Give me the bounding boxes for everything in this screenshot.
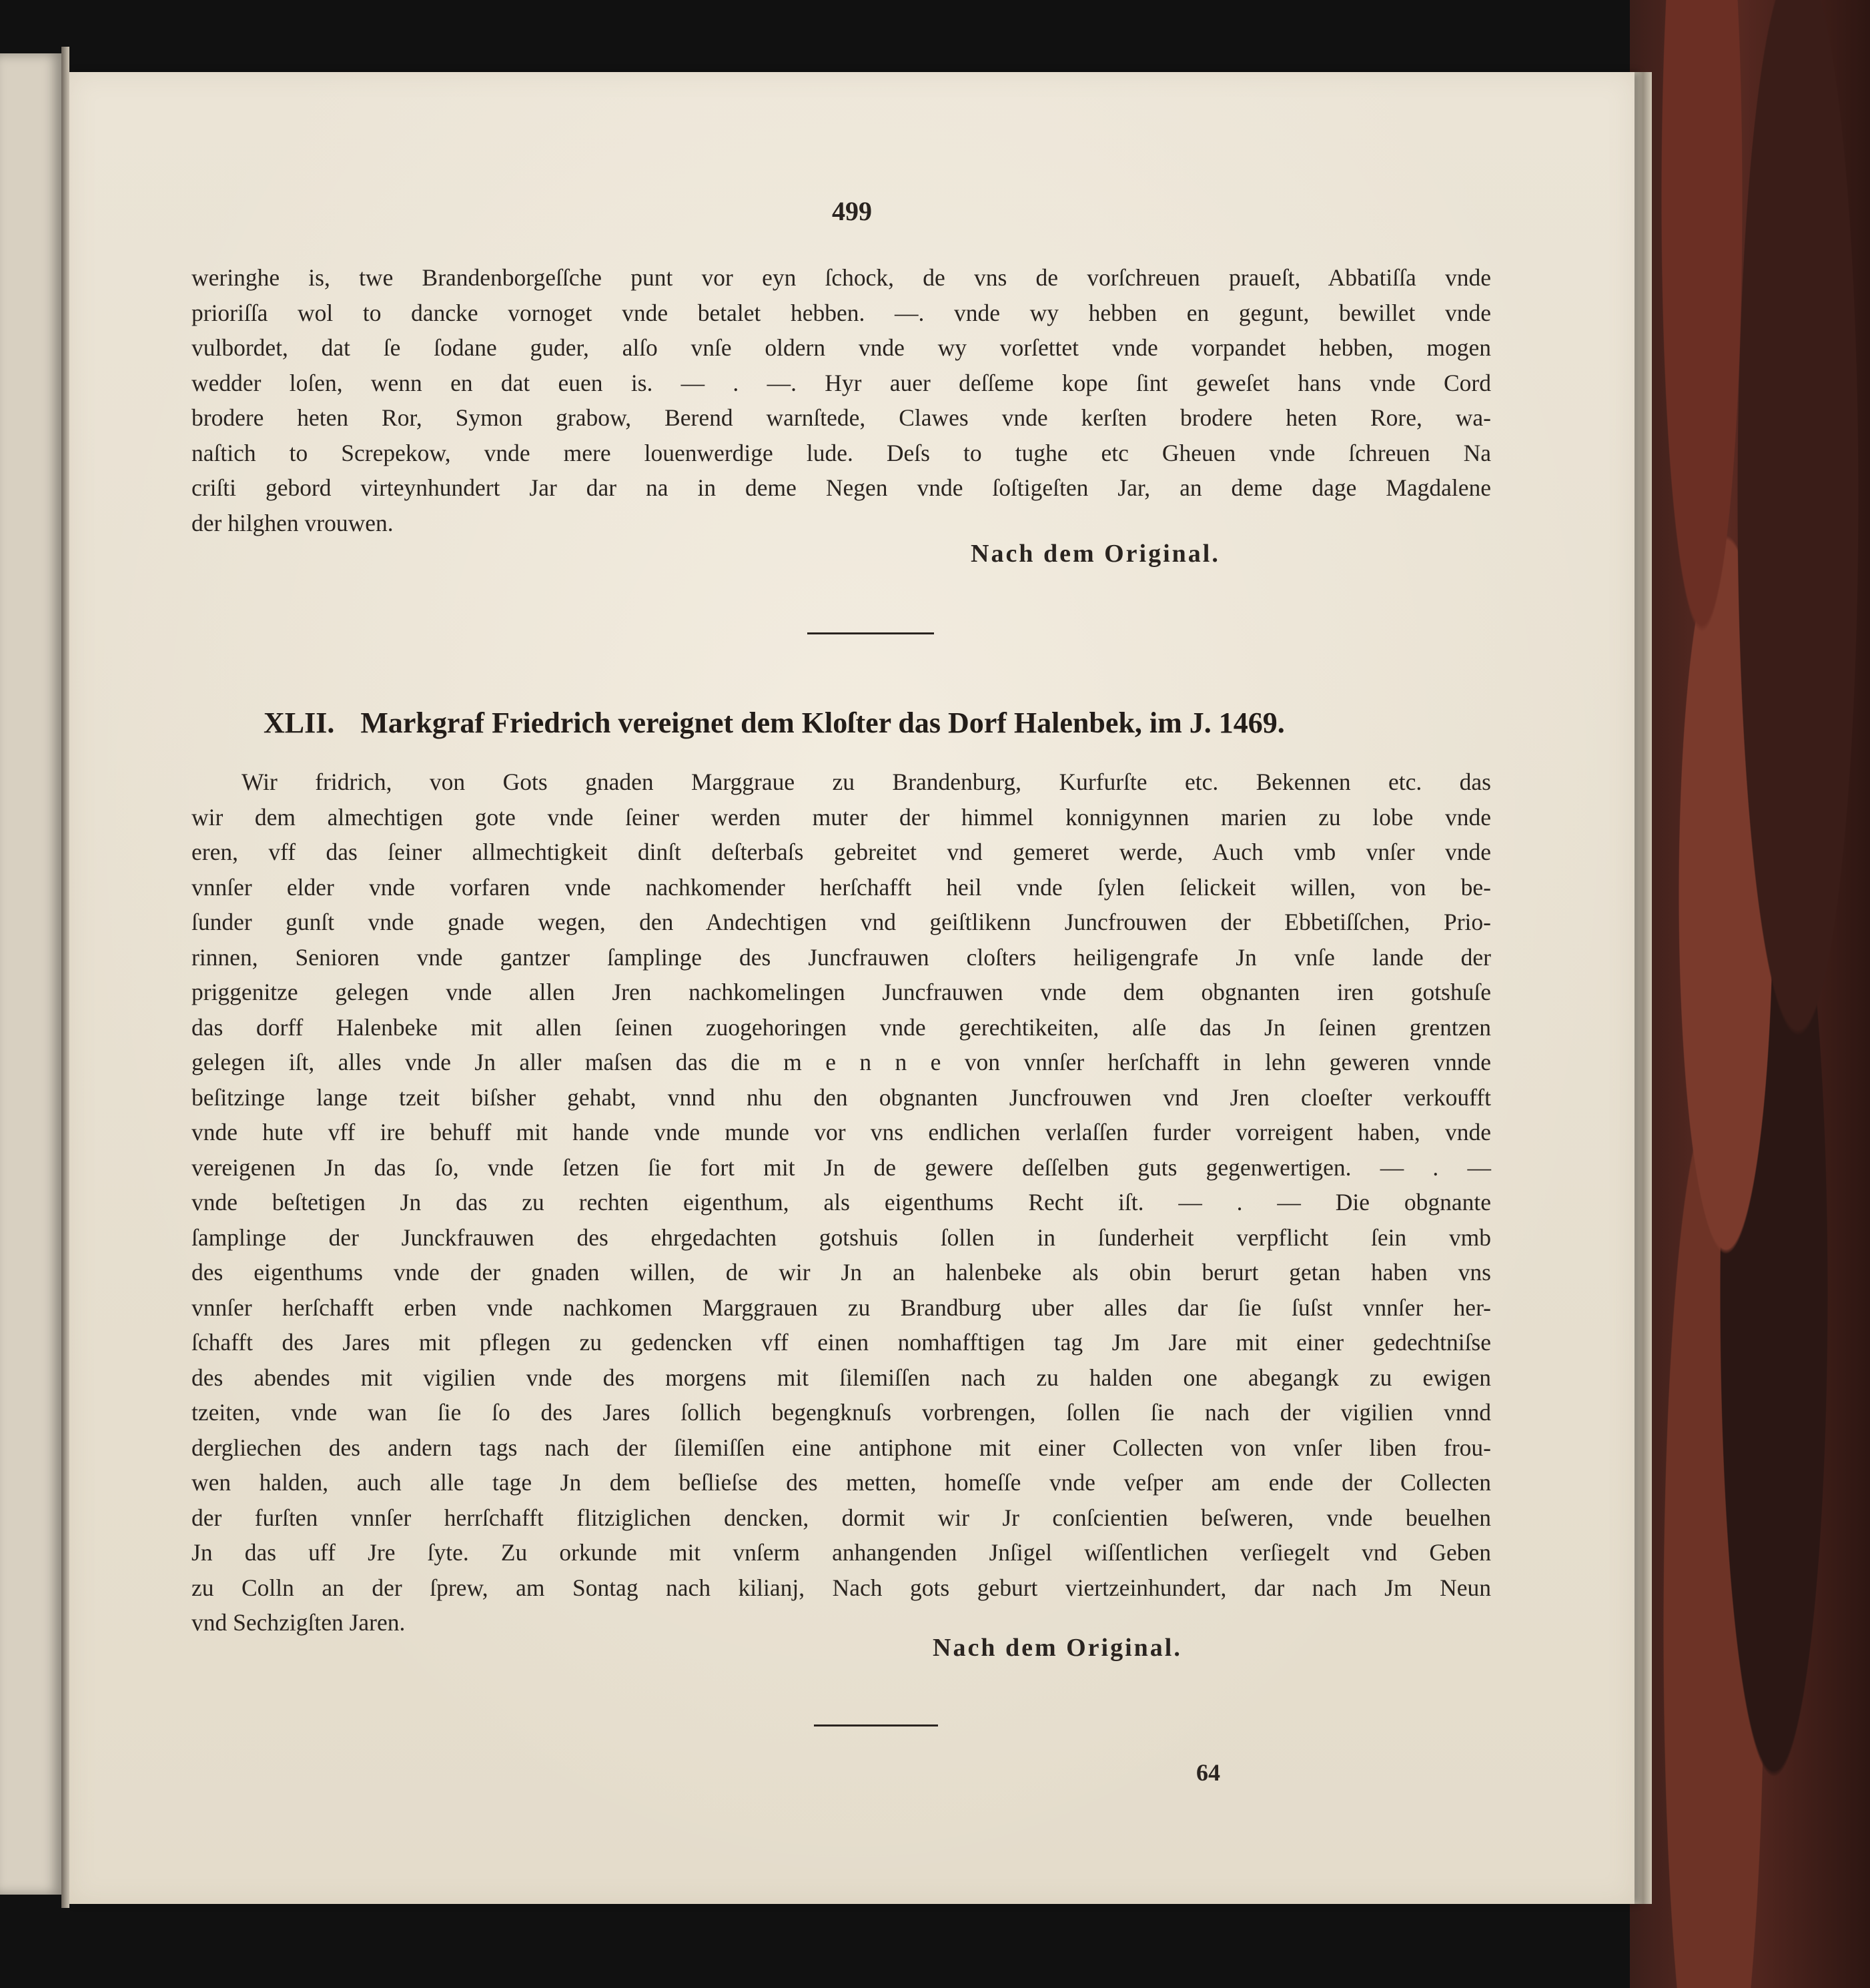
text-line: priggenitze gelegen vnde allen Jren nachkomelingen Juncfrauwen vnde dem obgnanten iren gotshuſe xyxy=(191,979,1491,1005)
text-line: ſamplinge der Junckfrauwen des ehrgedachten gotshuis ſollen in ſunderheit verpflicht ſein vmb xyxy=(191,1223,1491,1251)
main-paragraph xyxy=(191,765,1491,1640)
text-line: der hilghen vrouwen. xyxy=(191,509,394,536)
text-line: vnde beſtetigen Jn das zu rechten eigenthum, als eigenthums Recht iſt. — . — Die obgnante xyxy=(191,1189,1491,1215)
text-line: vnnſer herſchafft erben vnde nachkomen Marggrauen zu Brandburg uber alles dar ſie ſuſst vnnſer her- xyxy=(191,1294,1491,1321)
text-line: des abendes mit vigilien vnde des morgens mit ſilemiſſen nach zu halden one abegangk zu ewigen xyxy=(191,1364,1491,1391)
text-line: rinnen, Senioren vnde gantzer ſamplinge des Juncfrauwen cloſters heiligengrafe Jn vnſe lande der xyxy=(191,943,1491,971)
text-line: criſti gebord virteynhundert Jar dar na in deme Negen vnde ſoſtigeſten Jar, an deme dage Magdalene xyxy=(191,474,1491,501)
text-line: brodere heten Ror, Symon grabow, Berend warnſtede, Clawes vnde kerſten brodere heten Rore, wa- xyxy=(191,404,1491,431)
text-line: das dorff Halenbeke mit allen ſeinen zuogehoringen vnde gerechtikeiten, alſe das Jn ſeinen grentzen xyxy=(191,1013,1491,1041)
text-line: vnnſer elder vnde vorfaren vnde nachkomender herſchafft heil vnde ſylen ſelickeit willen, von be- xyxy=(191,873,1491,901)
text-line: wir dem almechtigen gote vnde ſeiner werden muter der himmel konnigynnen marien zu lobe vnde xyxy=(191,803,1491,831)
text-line: weringhe is, twe Brandenborgeſſche punt vor eyn ſchock, de vns de vorſchreuen praueſt, Abbatiſſa vnde xyxy=(191,264,1491,291)
section-heading xyxy=(264,706,1424,740)
text-line: Jn das uff Jre ſyte. Zu orkunde mit vnſerm anhangenden Jnſigel wiſſentlichen verſiegelt vnd Geben xyxy=(191,1539,1491,1566)
top-paragraph xyxy=(191,260,1491,540)
text-line: eren, vff das ſeiner allmechtigkeit dinſt deſterbaſs gebreitet vnd gemeret werde, Auch vmb vnſer vnde xyxy=(191,839,1491,865)
text-line: Wir fridrich, von Gots gnaden Marggraue zu Brandenburg, Kurfurſte etc. Bekennen etc. das xyxy=(242,769,1491,795)
text-line: vnde hute vff ire behuff mit hande vnde munde vor vns endlichen verlaſſen furder vorreigent haben, vnde xyxy=(191,1119,1491,1145)
section-title: Markgraf Friedrich vereignet dem Kloſter das Dorf Halenbek, im J. 1469. xyxy=(360,706,1285,739)
text-line: beſitzinge lange tzeit biſsher gehabt, vnnd nhu den obgnanten Juncfrouwen vnd Jren cloeſter verkoufft xyxy=(191,1083,1491,1111)
text-line: vnd Sechzigſten Jaren. xyxy=(191,1609,406,1636)
text-line: gelegen iſt, alles vnde Jn aller maſsen das die m e n n e von vnnſer herſchafft in lehn geweren vnnde xyxy=(191,1049,1491,1075)
section-number: XLII. xyxy=(264,706,335,739)
book-gutter xyxy=(61,47,69,1908)
page-number: 499 xyxy=(832,196,872,226)
text-line: ſchafft des Jares mit pflegen zu gedencken vff einen nomhafftigen tag Jm Jare mit einer gedechtniſse xyxy=(191,1329,1491,1356)
text-line: prioriſſa wol to dancke vornoget vnde betalet hebben. —. vnde wy hebben en gegunt, bewillet vnde xyxy=(191,299,1491,326)
text-line: vulbordet, dat ſe ſodane guder, alſo vnſe oldern vnde wy vorſettet vnde vorpandet hebben, mogen xyxy=(191,334,1491,361)
text-line: ſunder gunſt vnde gnade wegen, den Andechtigen vnd geiſtlikenn Juncfrouwen der Ebbetiſſchen, Prio- xyxy=(191,909,1491,935)
text-line: des eigenthums vnde der gnaden willen, de wir Jn an halenbeke als obin berurt getan haben vns xyxy=(191,1259,1491,1286)
text-line: wen halden, auch alle tage Jn dem beſlieſse des metten, homeſſe vnde veſper am ende der Collecten xyxy=(191,1469,1491,1496)
facing-page-edge xyxy=(0,53,61,1895)
text-line: dergliechen des andern tags nach der ſilemiſſen eine antiphone mit einer Collecten von vnſer liben frou- xyxy=(191,1434,1491,1461)
text-line: naſtich to Screpekow, vnde mere louenwerdige lude. Deſs to tughe etc Gheuen vnde ſchreuen Na xyxy=(191,439,1491,466)
text-line: tzeiten, vnde wan ſie ſo des Jares ſollich begengknuſs vorbrengen, ſollen ſie nach der vigilien vnnd xyxy=(191,1399,1491,1426)
section-divider-1 xyxy=(807,632,934,634)
top-paragraph-text xyxy=(191,260,1491,540)
page-stack-edge xyxy=(1634,72,1652,1904)
signature-mark: 64 xyxy=(1196,1759,1220,1786)
text-line: vereigenen Jn das ſo, vnde ſetzen ſie fort mit Jn de gewere deſſelben guts gegenwertigen. — . — xyxy=(191,1153,1491,1181)
section-divider-2 xyxy=(814,1724,938,1726)
main-paragraph-text xyxy=(191,765,1491,1640)
text-line: wedder loſen, wenn en dat euen is. — . —. Hyr auer deſſeme kope ſint geweſet hans vnde Cord xyxy=(191,369,1491,396)
text-line: der furſten vnnſer herrſchafft flitziglichen dencken, dormit wir Jr conſcientien beſweren, vnde beuelhen xyxy=(191,1504,1491,1531)
text-line: zu Colln an der ſprew, am Sontag nach kilianj, Nach gots geburt viertzeinhundert, dar nach Jm Neun xyxy=(191,1574,1491,1601)
book-cover-marbled xyxy=(1630,0,1870,1988)
source-note-2: Nach dem Original. xyxy=(933,1634,1182,1662)
source-note-1: Nach dem Original. xyxy=(971,540,1220,568)
